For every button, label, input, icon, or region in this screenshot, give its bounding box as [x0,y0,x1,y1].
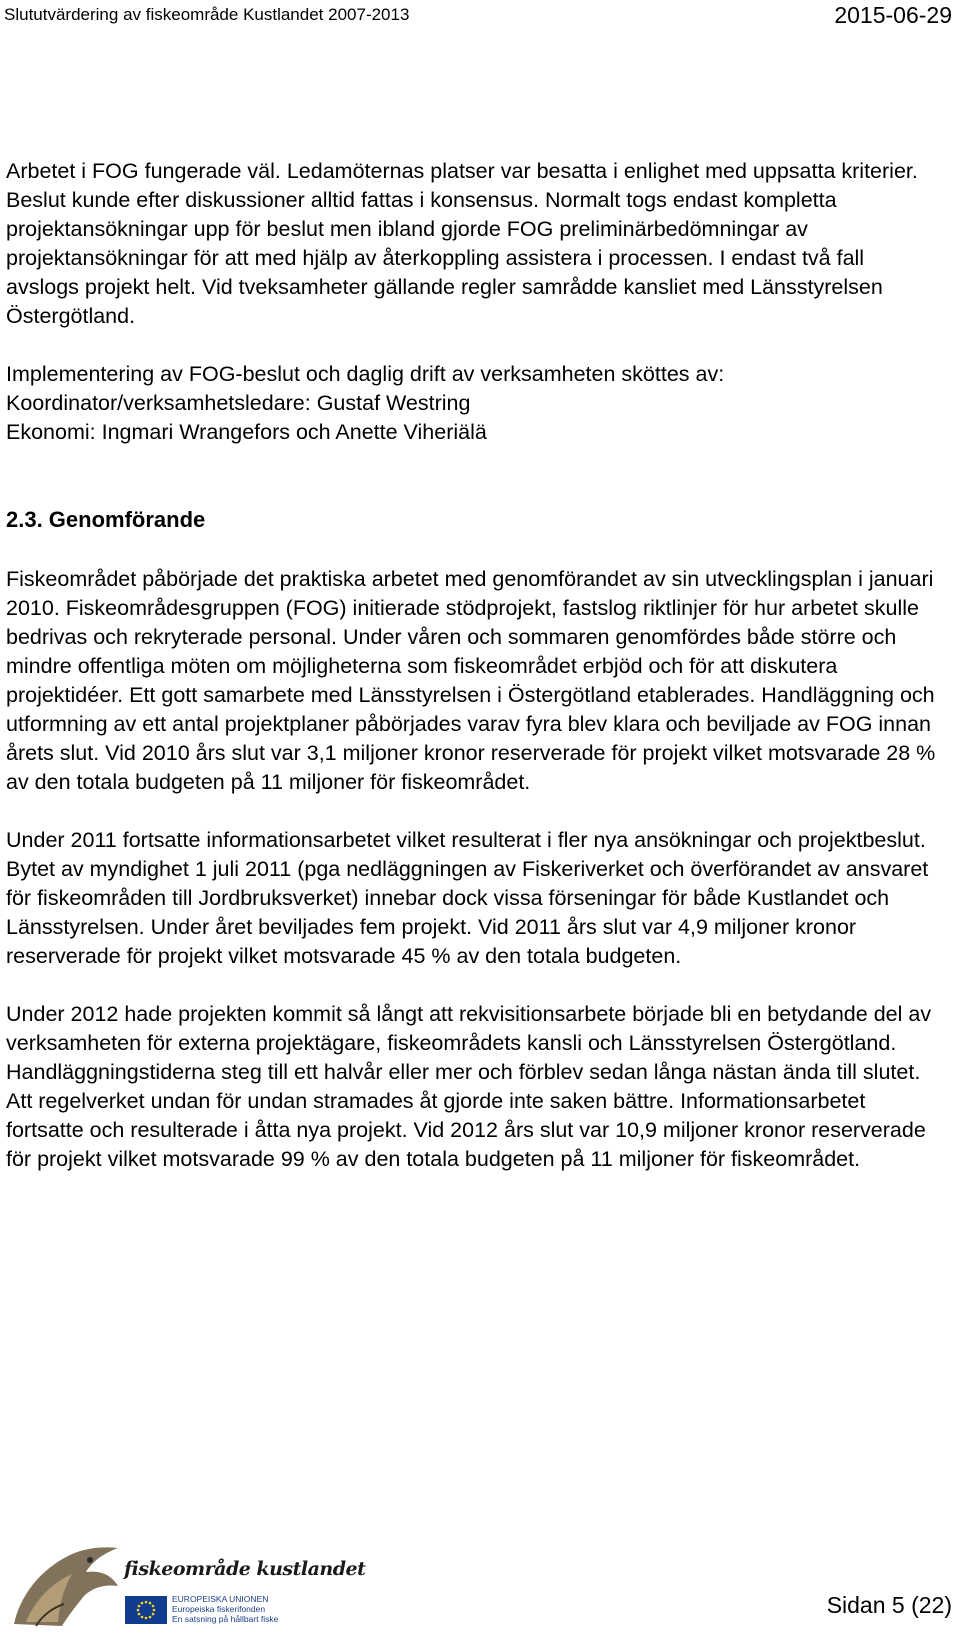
paragraph-2010: Fiskeområdet påbörjade det praktiska arbetet med genomförandet av sin utvecklingsplan i januari 2010. Fiskeområdesgruppen (FOG) initierade stödprojekt, fastslog riktlinjer för hur arbetet skulle bedrivas och rekryterade personal. Under våren och sommaren genomfördes både större och mindre offentliga möten om möjligheterna som fiskeområdet erbjöd och för att diskutera projektidéer. Ett gott samarbete med Länsstyrelsen i Östergötland etablerades. Handläggning och utformning av ett antal projektplaner påbörjades varav fyra blev klara och beviljade av FOG innan årets slut. Vid 2010 års slut var 3,1 miljoner kronor reserverade för projekt vilket motsvarade 28 % av den totala budgeten på 11 miljoner för fiskeområdet. [6,567,936,794]
page-number: Sidan 5 (22) [826,1592,952,1618]
paragraph-implementation-line: Implementering av FOG-beslut och daglig drift av verksamheten sköttes av: [6,362,725,386]
eu-line-1: EUROPEISKA UNIONEN [172,1594,269,1604]
document-date: 2015-06-29 [834,2,952,28]
paragraph-2012: Under 2012 hade projekten kommit så långt att rekvisitionsarbete började bli en betydande del av verksamheten för externa projektägare, fiskeområdets kansli och Länsstyrelsen Östergötland. Handläggningstiderna steg till ett halvår eller mer och förblev sedan långa nästan ända till slutet. Att regelverket undan för undan stramades åt gjorde inte saken bättre. Informationsarbetet fortsatte och resulterade i åtta nya projekt. Vid 2012 års slut var 10,9 miljoner kronor reserverade för projekt vilket motsvarade 99 % av den totala budgeten på 11 miljoner för fiskeområdet. [6,1002,932,1171]
section-heading: 2.3. Genomförande [6,507,206,532]
paragraph-economy-line: Ekonomi: Ingmari Wrangefors och Anette Viheriälä [6,420,487,444]
document-body [6,157,936,1174]
fish-logo-icon [6,1536,126,1630]
eu-funding-text [172,1594,278,1624]
eu-line-2: Europeiska fiskerifonden [172,1604,266,1614]
paragraph-2011: Under 2011 fortsatte informationsarbetet vilket resulterat i fler nya ansökningar och projektbeslut. Bytet av myndighet 1 juli 2011 (pga nedläggningen av Fiskeriverket och överförandet av ansvaret för fiskeområden till Jordbruksverket) innebar dock vissa förseningar för både Kustlandet och Länsstyrelsen. Under året beviljades fem projekt. Vid 2011 års slut var 4,9 miljoner kronor reserverade för projekt vilket motsvarade 45 % av den totala budgeten. [6,828,929,968]
page-footer [0,1530,960,1633]
page-header [0,0,960,30]
eu-flag-icon [125,1596,167,1624]
document-title: Slututvärdering av fiskeområde Kustlandet 2007-2013 [4,5,410,24]
logo-text: fiskeområde kustlandet [124,1558,366,1580]
paragraph-fog: Arbetet i FOG fungerade väl. Ledamöternas platser var besatta i enlighet med uppsatta kriterier. Beslut kunde efter diskussioner alltid fattas i konsensus. Normalt togs endast kompletta projektansökningar upp för beslut men ibland gjorde FOG preliminärbedömningar av projektansökningar för att med hjälp av återkoppling assistera i processen. I endast två fall avslogs projekt helt. Vid tveksamheter gällande regler samrådde kansliet med Länsstyrelsen Östergötland. [6,159,918,328]
eu-line-3: En satsning på hållbart fiske [172,1614,279,1624]
paragraph-coordinator-line: Koordinator/verksamhetsledare: Gustaf Westring [6,391,471,415]
